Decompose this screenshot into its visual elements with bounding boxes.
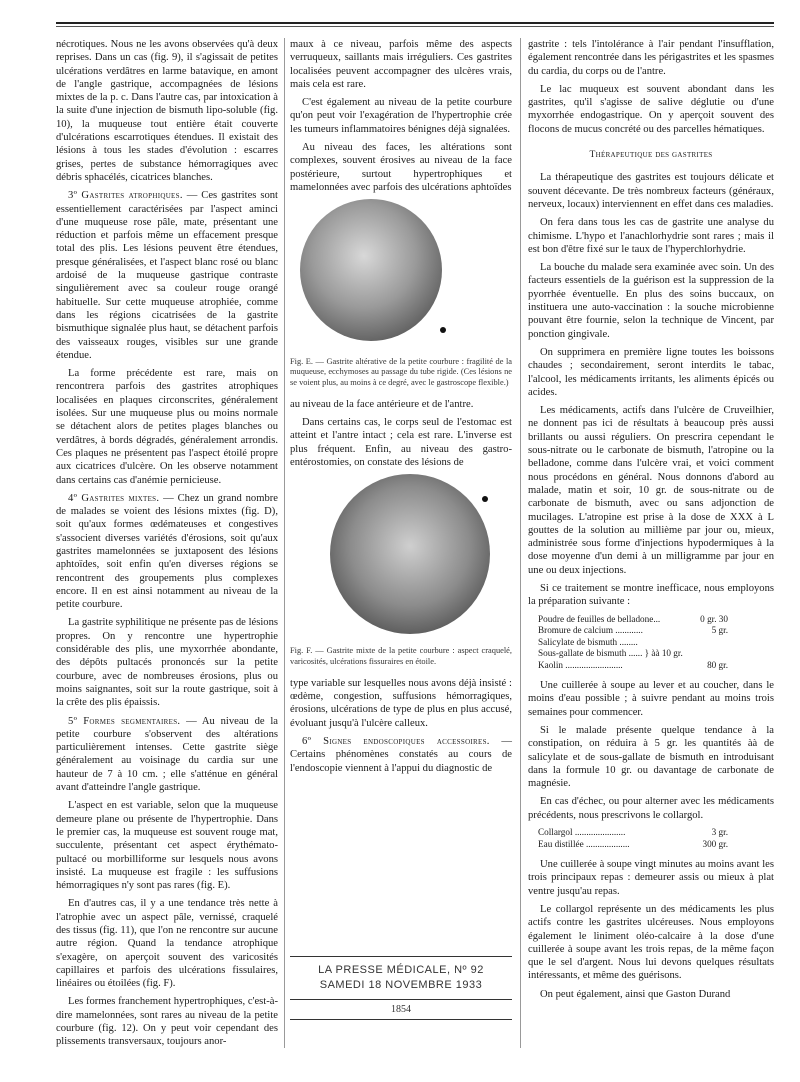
paragraph: Les formes franchement hypertrophiques, c'est-à-dire mamelonnées, sont rares au niveau de la petite courbure (fig. 12). On y peut voir cependant des plissements transversaux, toujours anor- [56, 996, 278, 1048]
middle-column [290, 38, 512, 780]
figure-e [290, 199, 512, 388]
recipe-row: Salicylate de bismuth ........ [538, 636, 638, 647]
section-gastrites-atrophiques [56, 189, 278, 362]
paragraph: La bouche du malade sera examinée avec soin. Un des facteurs essentiels de la guérison est la suppression de la pyorrhée éventuelle. En plus des soins buccaux, on instituera une auto-vaccination : la souche microbienne pouvant être fournie, selon la technique de Vincent, par ponction gingivale. [528, 262, 774, 340]
paragraph: Au niveau des faces, les altérations sont complexes, souvent érosives au niveau de la face postérieure, surtout hypertrophiques et mamelonnées avec parfois des ulcérations aphtoïdes [290, 142, 512, 193]
column-separator-left [284, 38, 285, 1048]
figure-f [290, 474, 512, 666]
top-rule [56, 22, 774, 24]
section-signes-endoscopiques [290, 735, 512, 775]
recipe-row: Collargol ...................... 3 gr. [538, 827, 728, 838]
recipe-row: Eau distillée ................... 300 gr. [538, 838, 728, 849]
paragraph: On peut également, ainsi que Gaston Durand [540, 988, 731, 1000]
gastroscopic-image-f [330, 474, 490, 634]
left-column [56, 38, 278, 1054]
figure-e-caption: Fig. E. — Gastrite altérative de la petite courbure : fragilité de la muqueuse, ecchymoses au passage du tube rigide. (Ces lésions ne se voient plus, au moins à ce degré, avec le gastroscope flexible.) [290, 357, 512, 387]
recipe-row: Kaolin ......................... 80 gr. [538, 659, 728, 670]
paragraph: En cas d'échec, ou pour alterner avec les médicaments précédents, nous prescrivons le collargol. [528, 796, 774, 821]
therapy-heading: Thérapeutique des gastrites [589, 149, 713, 161]
column-separator-right [520, 38, 521, 1048]
section-text: — Ces gastrites sont essentiellement caractérisées par l'aspect aminci d'une muqueuse rose pâle, mate, présentant une réduction et parfois même un effacement presque total des plis. Les lésions peuvent être étendues, presque généralisées, et l'aspect blanc rosé ou blanc ardoisé de la muqueuse gastrique contraste singulièrement avec sa couleur rouge orangé habituelle. Sur cette muqueuse atrophiée, comme dans les régions cicatrisées de la gastrite bismuthique signalée plus haut, se détachent parfois des vaisseaux rouges, visibles sur une grande étendue. [56, 190, 279, 361]
paragraph: C'est également au niveau de la petite courbure qu'on peut voir l'exagération de l'hypertrophie crée les tumeurs inflammatoires bénignes déjà signalées. [290, 97, 512, 135]
paragraph: maux à ce niveau, parfois même des aspects verruqueux, saillants mais irréguliers. Ces gastrites localisées peuvent accompagner des ulcères vrais, mais cela est rare. [290, 39, 512, 90]
prescription-belladone [538, 614, 774, 672]
paragraph: Une cuillerée à soupe vingt minutes au moins avant les trois principaux repas : demeurer assis ou mieux à plat ventre jusqu'au repas. [528, 859, 774, 897]
section-text: — Certains phénomènes constatés au cours de l'endoscopie viennent à l'appui du diagnostic de [290, 735, 512, 774]
paragraph: Les médicaments, actifs dans l'ulcère de Cruveilhier, ne donnent pas ici de résultats à beaucoup près aussi brillants ou aussi réguliers. On prescrira cependant le sous-nitrate ou le carbonate de bismuth, l'atropine ou la belladone, comme dans l'ulcère vrai, et voici comment nous procédons en général. Nous donnons d'abord au malade, matin et soir, 10 gr. de sous-nitrate ou de carbonate de bismuth, avec ou sans adjonction de mucilages. L'atropine est prise à la dose de XXX à L gouttes de la solution au millième par jour ou, mieux, administrée sous forme d'injections hypodermiques à la dose moyenne d'un demi à un milligramme par jour en une ou deux injections. [528, 405, 774, 576]
paragraph: La forme précédente est rare, mais on rencontrera parfois des gastrites atrophiques localisées en plaques circonscrites, généralement isolées. Sur une muqueuse plus ou moins normale se détachent alors de petites plages blanches ou verdâtres, à bords dégradés, généralement arrondis. Ces plaques ne présentent pas l'aspect étoilé propre aux cicatrices d'ulcère. On les observe notamment dans certains cas d'anémie pernicieuse. [56, 368, 278, 486]
section-gastrites-mixtes [56, 492, 278, 612]
paragraph: Si ce traitement se montre inefficace, nous employons la préparation suivante : [528, 582, 774, 608]
section-title: 6º Signes endoscopiques accessoires. [302, 735, 490, 747]
recipe-row: Bromure de calcium ............ 5 gr. [538, 625, 728, 636]
paragraph: La gastrite syphilitique ne présente pas de lésions propres. On y rencontre une hypertrophie considérable des plis, une myxorrhée abondante, des dépôts pultacés prononcés sur la petite courbure, avec de nombreuses érosions, plus ou moins saignantes, soit sur la route gastrique, soit à la crête des plis épaissis. [56, 617, 278, 709]
paragraph: On supprimera en première ligne toutes les boissons chaudes ; secondairement, seront interdits le tabac, l'alcool, les médicaments irritants, les aliments épicés ou acides. [528, 346, 774, 398]
paragraph: Le lac muqueux est souvent abondant dans les gastrites, qu'il s'agisse de salive déglutie ou d'une myxorrhée endogastrique. On y aperçoit souvent des flocons de mucus concrété ou des parcelles hématiques. [528, 83, 774, 135]
paragraph: Une cuillerée à soupe au lever et au coucher, dans le moins d'eau possible ; à suivre pendant au moins trois semaines pour commencer. [528, 680, 774, 718]
issue-date: SAMEDI 18 NOVEMBRE 1933 [319, 979, 483, 991]
recipe-row: Poudre de feuilles de belladone... 0 gr. 30 [538, 613, 728, 624]
top-rule-thin [56, 26, 774, 27]
section-text: — Chez un grand nombre de malades se voient des lésions mixtes (fig. D), soit qu'aux formes œdémateuses et congestives s'associent diverses variétés d'érosions, soit qu'aux gastrites mamelonnées se juxtaposent des lésions aphtoïdes, soit enfin qu'en diverses régions se rencontrent des groupements plus complexes encore. Il en est ainsi notamment au niveau de la petite courbure. [56, 492, 278, 611]
paragraph: Si le malade présente quelque tendance à la constipation, on réduira à 5 gr. les quantités àà de salicylate et de sous-gallate de bismuth en introduisant dans la formule 10 gr. ou davantage de carbonate de magnésie. [528, 724, 774, 790]
prescription-collargol [538, 827, 774, 850]
paragraph: En d'autres cas, il y a une tendance très nette à l'atrophie avec un aspect pâle, vernissé, craquelé des tissus (fig. 11), que l'on ne rencontre sur aucune autre région. Quand la tendance atrophique s'exagère, on aperçoit souvent des varicosités capillaires et parfois des ulcérations fissulaires, linéaires ou étoilées (fig. F). [56, 898, 278, 990]
section-formes-segmentaires [56, 715, 278, 795]
paragraph: type variable sur lesquelles nous avons déjà insisté : œdème, congestion, suffusions hémorragiques, érosions, ulcérations de type de plus en plus accusé, évoluant jusqu'à l'ulcère calleux. [290, 677, 512, 729]
paragraph: Dans certains cas, le corps seul de l'estomac est atteint et l'antre intact ; cela est rare. L'inverse est plus fréquent. Enfin, au niveau des gastro-entérostomies, on constate des lésions de [290, 417, 512, 469]
right-column [528, 38, 774, 1006]
gastroscopic-image-e [300, 199, 442, 341]
paragraph: nécrotiques. Nous ne les avons observées qu'à deux reprises. Dans un cas (fig. 9), il s'agissait de petites ulcérations verdâtres en larme batavique, en amont de l'angle gastrique, accompagnées de lésions mixtes de la p. c. Dans l'autre cas, par intoxication à la suite d'une injection de bismuth lipo-soluble (fig. 10), la muqueuse tout entière était couverte d'ulcérations escarrotiques étendues. Il existait des lésions à tous les stades d'évolution : escarres grises, pertes de substance hémorragiques avec débris sphacélés, cicatrices blanches. [56, 39, 278, 183]
paragraph: au niveau de la face antérieure et de l'antre. [290, 398, 474, 410]
page-number: 1854 [391, 1004, 411, 1015]
section-title: 5º Formes segmentaires. [68, 715, 181, 727]
paragraph: Le collargol représente un des médicaments les plus actifs contre les gastrites ulcéreuses. Nous employons également le liniment oléo-calcaire à la dose d'une cuillerée à soupe avant les trois repas, de la même façon que le sel d'argent. Nous lui devons quelques résultats intéressants, et même des guérisons. [528, 903, 774, 982]
section-text: — Au niveau de la petite courbure s'observent des altérations particulièrement intenses. Cette gastrite siège généralement au voisinage du cardia sur une hauteur de 7 à 10 cm. ; elle s'atténue en général avant d'atteindre l'angle gastrique. [56, 715, 278, 794]
footer-rule [290, 1019, 512, 1020]
figure-f-caption: Fig. F. — Gastrite mixte de la petite courbure : aspect craquelé, varicosités, ulcérations fissuraires en étoile. [290, 646, 512, 666]
paragraph: gastrite : tels l'intolérance à l'air pendant l'insufflation, également rencontrée dans les périgastrites et les spasmes du cardia, du corps ou de l'antre. [528, 39, 774, 77]
paragraph: La thérapeutique des gastrites est toujours délicate et souvent décevante. De très nombreux facteurs (généraux, nerveux, locaux) interviennent en effet dans ces maladies. [528, 172, 774, 210]
paragraph: L'aspect en est variable, selon que la muqueuse demeure plane ou présente de l'hypertrophie. Dans le premier cas, la muqueuse est souvent rouge mat, succulente, présentant cet aspect érythémato-pultacé ou morbilliforme sur lesquels nous avons insisté. La muqueuse est fragile : les suffusions hémorragiques n'y sont pas rares (fig. E). [56, 800, 278, 892]
paragraph: On fera dans tous les cas de gastrite une analyse du chimisme. L'hypo et l'anachlorhydrie sont rares ; mais il est bon d'être fixé sur le taux de l'hyperchlorhydrie. [528, 217, 774, 255]
journal-name: LA PRESSE MÉDICALE, Nº 92 [318, 964, 484, 976]
recipe-row: Sous-gallate de bismuth ...... } àà 10 gr. [538, 648, 683, 659]
figure-marker-dot [482, 496, 488, 502]
page-footer [290, 956, 512, 1020]
section-title: 4º Gastrites mixtes. [68, 492, 160, 504]
section-title: 3º Gastrites atrophiques. [68, 190, 183, 202]
figure-marker-dot [440, 327, 446, 333]
